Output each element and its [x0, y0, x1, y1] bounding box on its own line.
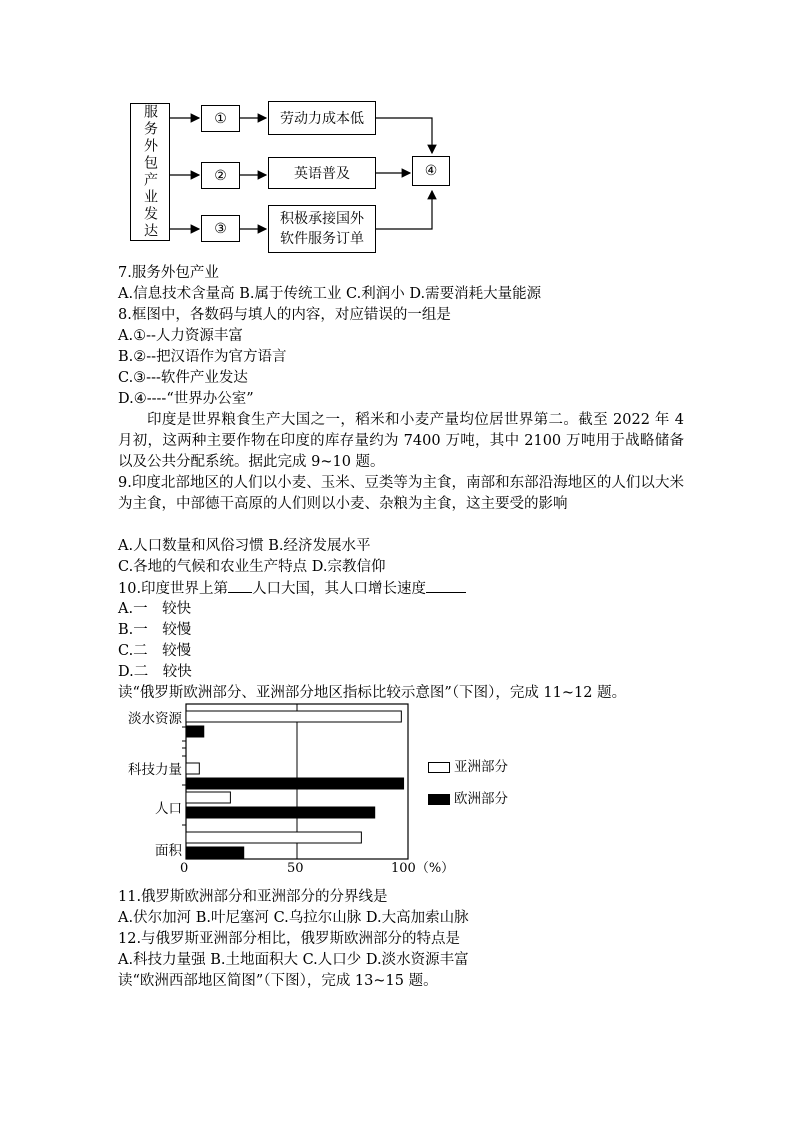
q10-option-b: B.一 较慢	[118, 622, 192, 638]
bar-3-asia	[186, 832, 361, 843]
x-tick-0: 0	[180, 861, 189, 876]
bar-0-europe	[186, 726, 204, 737]
q8-option-b: B.②--把汉语作为官方语言	[118, 349, 287, 365]
q10-stem-part2: 人口大国，其人口增长速度	[252, 581, 427, 597]
middle-label-2: 英语普及	[294, 166, 350, 182]
bar-0-asia	[186, 711, 401, 722]
india-intro: 印度是世界粮食生产大国之一，稻米和小麦产量均位居世界第二。截至 2022 年 4 月初，这两种主要作物在印度的库存量约为 7400 万吨，其中 2100 万吨用于战略储备以及公共分配系统。据此完成 9~10 题。	[118, 412, 684, 470]
q10-option-d: D.二 较快	[118, 664, 192, 680]
q10-option-a: A.一 较快	[118, 601, 192, 617]
q8-option-d: D.④----“世界办公室”	[118, 391, 254, 407]
step-1-label: ①	[214, 110, 227, 127]
legend-label-asia: 亚洲部分	[454, 759, 508, 775]
q8-option-a: A.①--人力资源丰富	[118, 328, 243, 344]
target-label: ④	[424, 163, 438, 179]
bar-3-europe	[186, 847, 244, 858]
category-label-technology: 科技力量	[128, 762, 182, 778]
bar-1-europe	[186, 778, 404, 789]
middle-label-3-line1: 积极承接国外	[280, 211, 364, 227]
q9-stem: 9.印度北部地区的人们以小麦、玉米、豆类等为主食，南部和东部沿海地区的人们以大米为主食，中部德干高原的人们则以小麦、杂粮为主食，这主要受的影响	[118, 475, 684, 512]
q11-options: A.伏尔加河 B.叶尼塞河 C.乌拉尔山脉 D.大高加索山脉	[118, 910, 469, 926]
x-tick-50: 50	[287, 861, 304, 876]
q7-stem: 7.服务外包产业	[118, 265, 219, 281]
q9-options-2: C.各地的气候和农业生产特点 D.宗教信仰	[118, 559, 386, 575]
europe-intro: 读“欧洲西部地区简图”（下图），完成 13~15 题。	[118, 973, 438, 989]
q7-options: A.信息技术含量高 B.属于传统工业 C.利润小 D.需要消耗大量能源	[118, 286, 542, 302]
q12-stem: 12.与俄罗斯亚洲部分相比，俄罗斯欧洲部分的特点是	[118, 931, 461, 947]
middle-label-1: 劳动力成本低	[280, 111, 364, 127]
legend-swatch-asia	[428, 762, 450, 773]
bar-1-asia	[186, 763, 199, 774]
bar-2-europe	[186, 807, 375, 818]
source-label: 服务外包产业发达	[142, 104, 158, 240]
category-label-population: 人口	[155, 801, 182, 817]
legend-swatch-europe	[428, 794, 450, 805]
legend-label-europe: 欧洲部分	[454, 791, 508, 807]
q10-stem-part1: 10.印度世界上第	[118, 581, 229, 597]
q12-options: A.科技力量强 B.土地面积大 C.人口少 D.淡水资源丰富	[118, 952, 469, 968]
q10-option-c: C.二 较慢	[118, 643, 192, 659]
q8-stem: 8.框图中，各数码与填人的内容，对应错误的一组是	[118, 307, 451, 323]
q9-options-1: A.人口数量和风俗习惯 B.经济发展水平	[118, 538, 371, 554]
russia-intro: 读“俄罗斯欧洲部分、亚洲部分地区指标比较示意图”（下图），完成 11~12 题。	[118, 685, 627, 701]
step-3-label: ③	[214, 220, 227, 237]
x-tick-100: 100（%）	[391, 861, 455, 876]
category-label-freshwater: 淡水资源	[128, 711, 182, 727]
q11-stem: 11.俄罗斯欧洲部分和亚洲部分的分界线是	[118, 889, 388, 905]
category-label-area: 面积	[155, 843, 182, 859]
middle-label-3-line2: 软件服务订单	[280, 231, 364, 247]
step-2-label: ②	[214, 167, 227, 184]
bar-2-asia	[186, 792, 230, 803]
q8-option-c: C.③---软件产业发达	[118, 370, 248, 386]
